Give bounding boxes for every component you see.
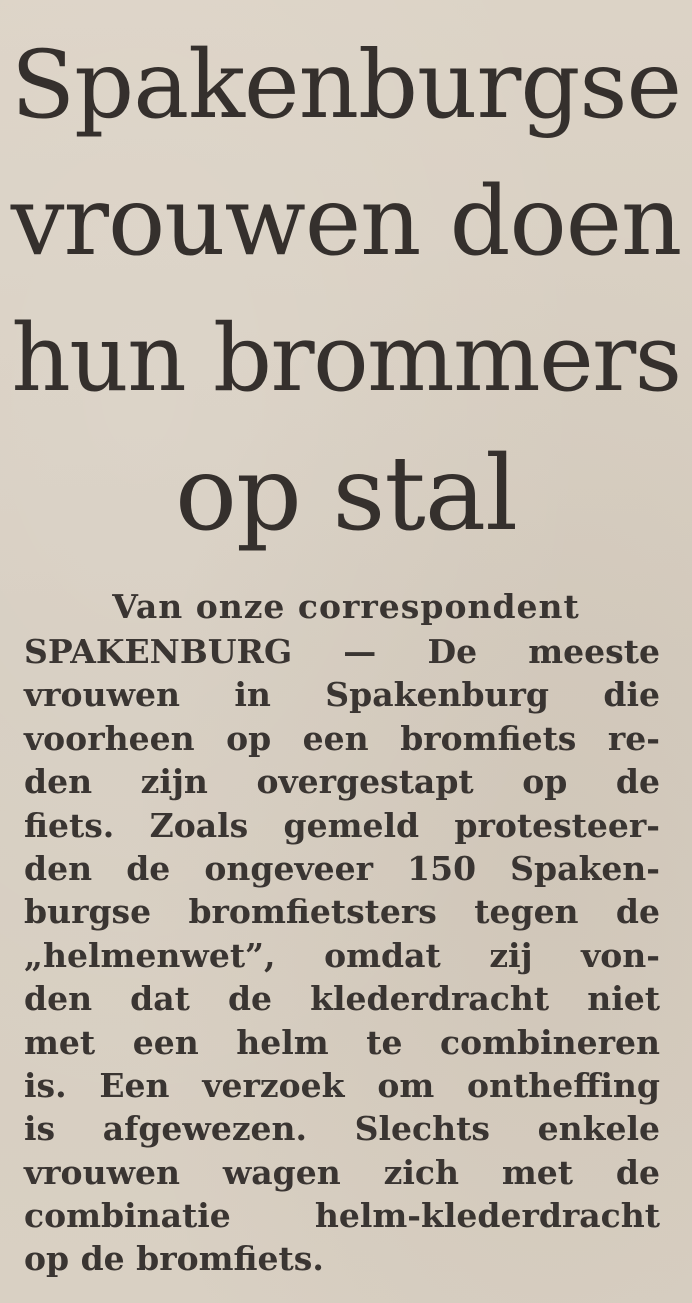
body-line: „helmenwet”, omdat zij von- — [24, 935, 660, 975]
body-line: den zijn overgestapt op de — [24, 762, 660, 802]
body-line: fiets. Zoals gemeld protesteer- — [24, 805, 660, 845]
headline-line: vrouwen doen — [10, 167, 682, 277]
headline-line: op stal — [174, 434, 518, 554]
body-line: SPAKENBURG — De meeste — [24, 632, 660, 671]
body-line: is. Een verzoek om ontheffing — [24, 1065, 660, 1105]
body-line: op de bromfiets. — [24, 1239, 324, 1279]
body-line: vrouwen wagen zich met de — [24, 1152, 660, 1192]
body-line: voorheen op een bromfiets re- — [24, 718, 660, 758]
body-line: is afgewezen. Slechts enkele — [24, 1109, 660, 1149]
byline: Van onze correspondent — [112, 587, 580, 626]
headline-line: Spakenburgse — [10, 31, 682, 140]
body-line: met een helm te combineren — [24, 1022, 660, 1062]
body-line: den dat de klederdracht niet — [24, 979, 660, 1019]
body-line: den de ongeveer 150 Spaken- — [24, 848, 660, 888]
headline-line: hun brommers — [11, 304, 681, 412]
body-line: vrouwen in Spakenburg die — [24, 675, 660, 715]
body-line: burgse bromfietsters tegen de — [24, 892, 660, 932]
headline — [0, 18, 692, 562]
article-body — [24, 630, 660, 1281]
body-line: combinatie helm-klederdracht — [24, 1196, 660, 1236]
